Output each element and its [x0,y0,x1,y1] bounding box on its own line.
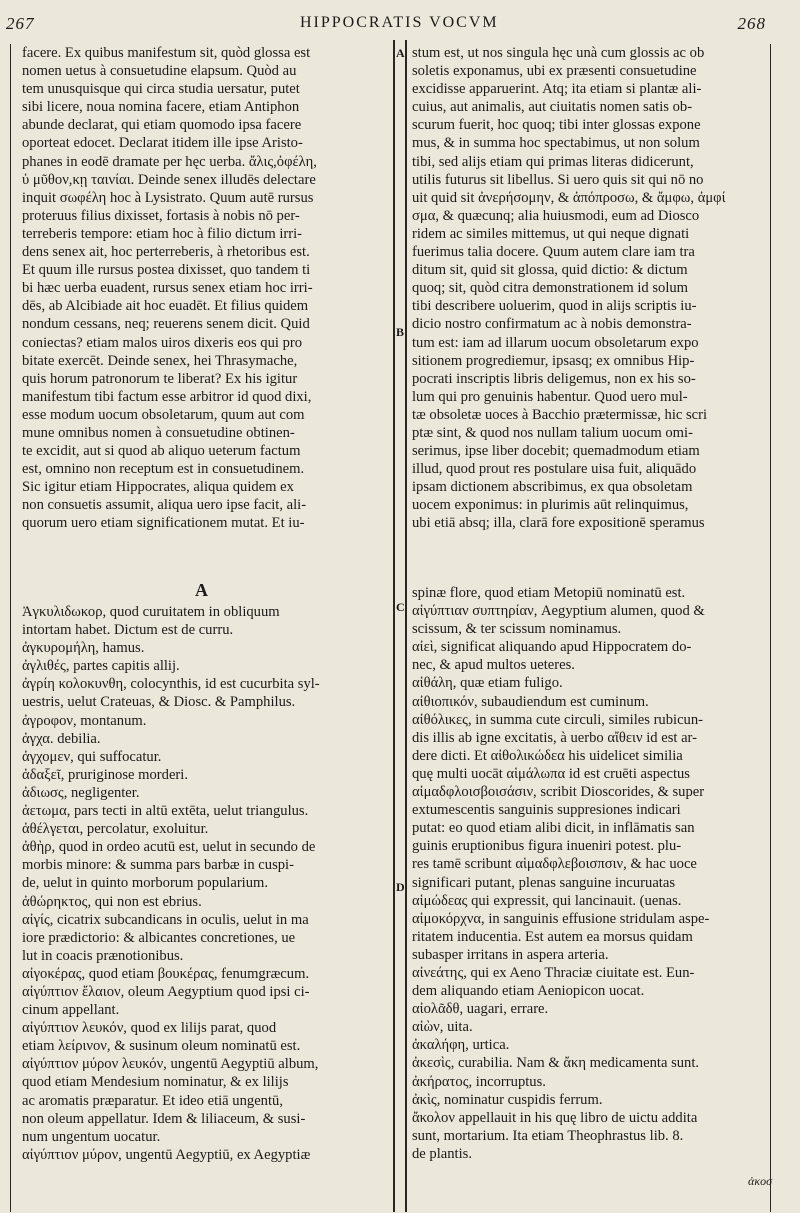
glossary-left-line: ἀθέλγεται, percolatur, exoluitur. [22,821,209,838]
left-border-rule [10,44,11,1212]
preface-right-line: sitionem progrediemur, ipsasq; ex omnibus Hip- [412,352,695,369]
center-rule-right [405,40,407,1212]
glossary-left-line: cinum appellant. [22,1002,120,1019]
glossary-left-line: etiam λείρινον, & susinum oleum nominatū est. [22,1038,301,1055]
preface-right-line: mus, & in summa hoc spectabimus, ut non solum [412,135,700,152]
glossary-left-line: ἀγκυρομήλη, hamus. [22,640,145,657]
glossary-left-line: αἰγοκέρας, quod etiam βουκέρας, fenumgræcum. [22,965,310,982]
preface-left-line: abunde declarat, qui etiam quomodo ipsa facere [22,117,302,134]
preface-left-line: dens senex ait, hoc perterreberis, à rhetoribus est. [22,244,310,261]
preface-text-right [412,44,768,533]
preface-right-line: stum est, ut nos singula hęc unà cum glossis ac ob [412,45,705,61]
preface-left-line: inquit σωφέλη hoc à Lysistrato. Quum autē rursus [22,189,314,206]
preface-right-line: σμα, & quæcunq; alia huiusmodi, eum ad Diosco [412,207,700,224]
page-header [0,14,800,40]
preface-right-line: tibi describere uoluerim, quod in alijs scriptis iu- [412,298,697,315]
preface-left-line: bitate exercēt. Deinde senex, hei Thrasymache, [22,352,298,369]
glossary-left-line: αἰγύπτιον μύρον, ungentū Aegyptiū, ex Aegyptiæ [22,1146,311,1163]
glossary-right-line: αἰολᾶδθ, uagari, errare. [412,1001,549,1018]
glossary-left-line: ἀγλιθές, partes capitis allij. [22,658,180,675]
preface-right-line: serimus, ipse liber docebit; quemadmodum etiam [412,443,700,460]
preface-left-line: Et quum ille rursus postea dixisset, quo tandem ti [22,262,311,279]
glossary-left-line: ἀδαξεῖ, pruriginose morderi. [22,766,188,783]
glossary-left-line: ac aromatis præparatur. Et ideo etiā ungentū, [22,1092,283,1109]
glossary-left-line: ἀθὴρ, quod in ordeo acutū est, uelut in secundo de [22,839,316,856]
glossary-left-line: de, uelut in quinto morborum popularium. [22,875,269,892]
running-head: HIPPOCRATIS VOCVM [300,14,499,31]
glossary-left-line: αἰγύπτιον ἔλαιον, oleum Aegyptium quod ipsi ci- [22,983,310,1000]
preface-left-line: nomen uetus à consuetudine elapsum. Quòd au [22,63,297,80]
preface-left-line: ὑ μῦθον,κῃ ταινίαι. Deinde senex illudēs delectare [22,171,316,188]
preface-right-line: ipsam dictionem abscribimus, ex qua obsoletam [412,479,693,496]
glossary-left-line: ἀδιωσς, negligenter. [22,784,140,801]
glossary-right-line: αἰὼν, uita. [412,1019,473,1036]
glossary-left-line: iore prædictorio: & albicantes concretiones, ue [22,929,296,946]
preface-right-line: dicio nostro confirmatum ac à nobis demonstra- [412,316,692,333]
catchword: ἀκοσ [748,1174,772,1188]
preface-right-line: ubi etiā absq; illa, clarā fore expositionē speramus [412,515,705,532]
glossary-left-line: ἀγχομεν, qui suffocatur. [22,748,162,765]
glossary-right-line: αἱμοκόρχνα, in sanguinis effusione stridulam aspe- [412,910,710,927]
preface-right-line: quoq; sit, quòd citra demonstrationem id solum [412,280,689,297]
glossary-left-line: αἰγύπτιον μύρον λευκόν, ungentū Aegyptiū album, [22,1056,319,1073]
preface-left-line: oporteat edocet. Declarat itidem ille ipse Aristo- [22,135,303,152]
preface-left-line: terreberis tempore: etiam hoc à filio dictum irri- [22,225,303,242]
glossary-left-line: morbis minore: & summa pars barbæ in cuspi- [22,857,294,874]
glossary-column-left [22,603,388,1164]
glossary-right-line: sunt, mortarium. Ita etiam Theophrastus lib. 8. [412,1127,684,1144]
glossary-left-line: Ἀγκυλιδωκορ, quod curuitatem in obliquum [22,604,280,620]
glossary-left-line: quod etiam Mendesium nominatur, & ex lilijs [22,1074,289,1091]
preface-right-line: pocrati inscriptis libris deligemus, non ex his so- [412,370,696,387]
glossary-right-line: guinis eruptionibus figura inueniri potest. plu- [412,838,682,855]
glossary-right-line: αἰνεάτης, qui ex Aeno Thraciæ ciuitate est. Eun- [412,964,695,981]
margin-letter-c: C [396,600,405,614]
page-number-right: 268 [737,14,766,33]
glossary-right-line: dere dicti. Et αἰθολικώδεα his uidelicet similia [412,747,683,764]
preface-right-line: cuius, aut animalis, aut ciuitatis nomen satis ob- [412,99,693,116]
glossary-right-line: ἄκολον appellauit in his quę libro de uictu addita [412,1109,698,1126]
glossary-left-line: αἰγίς, cicatrix subcandicans in oculis, uelut in ma [22,911,309,928]
preface-left-line: sibi licere, noua nomina facere, etiam Antiphon [22,99,300,116]
glossary-right-line: nec, & apud multos ueteres. [412,657,575,674]
preface-left-line: facere. Ex quibus manifestum sit, quòd glossa est [22,45,311,61]
preface-left-line: nondum cessans, neq; reuerens senem dicit. Quid [22,316,310,333]
preface-left-line: manifestum tibi factum esse arbitror id quod dixi, [22,388,312,405]
glossary-left-line: ἀγρίη κολοκυνθη, colocynthis, id est cucurbita syl- [22,676,320,693]
glossary-right-line: αἰεὶ, significat aliquando apud Hippocratem do- [412,639,692,656]
preface-text-left [22,44,388,533]
preface-right-line: excidisse apparuerint. Atq; ita etiam si plantæ ali- [412,81,702,98]
preface-right-line: tum est: iam ad illarum uocum obsoletarum expo [412,334,699,351]
glossary-right-line: αἰθιοπικόν, subaudiendum est cuminum. [412,693,649,710]
glossary-right-line: dem aliquando etiam Aeniopicon uocat. [412,983,645,1000]
preface-left-line: bi hæc uerba euadent, rursus senex etiam hoc irri- [22,280,313,297]
glossary-right-line: dis illis ab igne excitatis, à uerbo αἴθειν id est ar- [412,729,697,746]
preface-right-line: tæ obsoletæ uoces à Bacchio prætermissæ, hic scri [412,406,708,423]
preface-right-line: tibi, sed alijs etiam qui primas literas didicerunt, [412,153,694,170]
glossary-right-line: ἀκὶς, nominatur cuspidis ferrum. [412,1091,603,1108]
preface-right-line: soletis exponamus, ubi ex præsenti consuetudine [412,63,697,80]
glossary-right-line: extumescentis sanguinis suppresiones indicari [412,802,681,819]
page-number-left: 267 [6,14,35,33]
glossary-left-line: ἀγροφον, montanum. [22,712,147,729]
glossary-left-line: ἀγχα. debilia. [22,730,101,747]
preface-right-line: uit quid sit ἀνερήσομην, & ἀπόπροσω, & ἄμφω, ἀμφί [412,189,726,206]
glossary-right-line: αἰθόλικες, in summa cute circuli, similes rubicun- [412,711,704,728]
center-rule-left [393,40,395,1212]
glossary-right-line: scissum, & ter scissum nominamus. [412,621,622,638]
glossary-left-line: uestris, uelut Crateuas, & Diosc. & Pamphilus. [22,694,296,711]
preface-left-line: mune omnibus nomen à consuetudine obtinen- [22,424,295,441]
preface-right-line: fuerimus talia docere. Quum autem clare iam tra [412,244,695,261]
glossary-left-line: ἀθώρηκτος, qui non est ebrius. [22,893,202,910]
preface-left-line: te excidit, aut si quod ab aliquo ueterum factum [22,443,301,460]
glossary-right-line: αἱμαδφλοισβοισάσιν, scribit Dioscorides, & super [412,784,705,801]
glossary-left-line: num ungentum uocatur. [22,1128,161,1145]
glossary-right-line: ἀκεσὶς, curabilia. Nam & ἄκη medicamenta sunt. [412,1055,700,1072]
glossary-right-line: subasper irritans in aspera arteria. [412,946,609,963]
preface-left-line: proteruus filius dixisset, fortasis à nobis nō per- [22,207,300,224]
glossary-right-line: ἀκαλήφη, urtica. [412,1037,510,1054]
preface-left-line: est, omnino non receptum est in consuetudinem. [22,461,305,478]
glossary-left-line: αἰγύπτιον λευκόν, quod ex lilijs parat, quod [22,1020,277,1037]
glossary-right-line: αἰγύπτιαν συπτηρίαν, Aegyptium alumen, quod & [412,603,705,620]
glossary-right-line: quę multi uocāt αἱμάλωπα id est cruēti aspectus [412,765,690,782]
margin-letter-d: D [396,880,405,894]
glossary-right-line: ritatem inducentia. Est autem ea morsus quidam [412,928,693,945]
glossary-right-line: res tamē scribunt αἱμαδφλεβοισπσιν, & hac uoce [412,856,697,873]
right-border-rule [770,44,771,1212]
glossary-left-line: ἀετωμα, pars tecti in altū extēta, uelut triangulus. [22,803,309,820]
preface-right-line: ridem ac similes mittemus, ut qui neque dignati [412,225,690,242]
section-letter: A [195,580,208,600]
glossary-left-line: non oleum appellatur. Idem & liliaceum, & susi- [22,1110,306,1127]
preface-right-line: scurum fuerit, hoc quoq; tibi inter glossas expone [412,117,701,134]
glossary-right-line: ἀκήρατος, incorruptus. [412,1073,546,1090]
glossary-right-line: putat: eo quod etiam alibi dicit, in inflāmatis san [412,820,695,837]
glossary-column-right [412,584,768,1163]
glossary-left-line: intortam habet. Dictum est de curru. [22,622,234,639]
margin-letter-a: A [396,46,405,60]
glossary-right-line: αἰθάλη, quæ etiam fuligo. [412,675,563,692]
glossary-right-line: de plantis. [412,1145,472,1162]
glossary-right-line: αἱμώδεας qui expressit, qui lancinauit. (uenas. [412,892,682,909]
preface-right-line: ditum sit, quid sit glossa, quid dictio: & dictum [412,262,688,279]
preface-right-line: ptæ sint, & quod nos nullam talium uocum omi- [412,424,693,441]
glossary-right-line: significari putant, plenas sanguine incuruatas [412,874,676,891]
preface-left-line: dēs, ab Alcibiade ait hoc euadēt. Et filius quidem [22,298,309,315]
preface-left-line: quis horum patronorum te liberat? Ex his igitur [22,370,298,387]
preface-left-line: quorum uero etiam significationem mutat. Et iu- [22,515,305,532]
preface-right-line: uocem exponimus: in plurimis aūt relinquimus, [412,497,689,514]
preface-right-line: lum qui pro genuinis habentur. Quod uero mul- [412,388,688,405]
glossary-right-line: spinæ flore, quod etiam Metopiū nominatū est. [412,585,686,601]
margin-letter-b: B [396,325,405,339]
preface-left-line: esse modum uocum obsoletarum, quum aut com [22,406,305,423]
preface-left-line: coniectas? etiam malos uiros dixeris eos qui pro [22,334,303,351]
preface-left-line: Sic igitur etiam Hippocrates, aliqua quidem ex [22,479,294,496]
preface-right-line: utilis futurus sit libellus. Si uero quis sit qui nō no [412,171,704,188]
preface-right-line: illud, quod prout res postulare uisa fuit, aliquādo [412,461,697,478]
preface-left-line: tem unusquisque qui circa studia uersatur, putet [22,81,300,98]
preface-left-line: non consuetis assumit, aliqua uero ipse facit, ali- [22,497,307,514]
glossary-left-line: lut in coacis prænotionibus. [22,947,184,964]
preface-left-line: phanes in eodē dramate per hęc uerba. ἄλις,ὀφέλη, [22,153,317,170]
